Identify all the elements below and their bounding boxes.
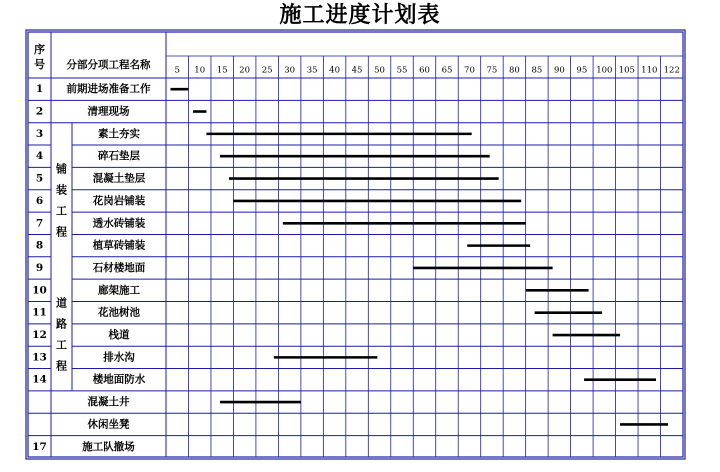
task-name: 混凝土垫层 <box>92 172 146 185</box>
tick-label-50: 50 <box>374 65 385 76</box>
row-seq-number: 1 <box>35 83 44 96</box>
header-name-label: 分部分项工程名称 <box>66 59 151 71</box>
row-seq-number: 17 <box>32 440 47 453</box>
tick-label-80: 80 <box>508 65 520 76</box>
tick-label-105: 105 <box>618 65 635 76</box>
task-name: 施工队撤场 <box>82 440 135 453</box>
task-name: 栈道 <box>108 329 130 342</box>
row-seq-number: 7 <box>35 217 44 230</box>
tick-label-122: 122 <box>663 65 680 76</box>
tick-label-20: 20 <box>239 65 251 76</box>
task-name: 廊架施工 <box>98 284 140 297</box>
row-seq-number: 9 <box>35 261 44 274</box>
row-seq-number: 13 <box>32 351 47 364</box>
group-label-铺装工程: 铺 <box>56 162 67 176</box>
tick-label-15: 15 <box>216 65 228 76</box>
tick-label-90: 90 <box>553 65 565 76</box>
tick-label-75: 75 <box>486 65 498 76</box>
row-seq-number: 12 <box>32 329 47 342</box>
task-name: 花池树池 <box>98 306 140 319</box>
group-label-铺装工程: 程 <box>56 225 67 239</box>
tick-label-55: 55 <box>396 65 408 76</box>
row-seq-number: 3 <box>35 127 44 140</box>
task-name: 休闲坐凳 <box>87 418 130 431</box>
row-seq-number: 6 <box>35 194 44 207</box>
row-seq-number: 8 <box>35 239 44 252</box>
row-seq-number: 11 <box>32 306 47 319</box>
tick-label-45: 45 <box>351 65 363 76</box>
page-title: 施工进度计划表 <box>279 2 441 28</box>
task-name: 植草砖铺装 <box>92 239 146 252</box>
group-label-道路工程: 工 <box>56 338 67 352</box>
tick-label-25: 25 <box>261 65 273 76</box>
tick-label-60: 60 <box>419 65 430 76</box>
row-seq-number: 14 <box>32 373 47 386</box>
task-name: 前期进场准备工作 <box>66 83 151 96</box>
task-name: 清理现场 <box>87 105 130 118</box>
task-name: 素土夯实 <box>98 127 140 140</box>
task-name: 混凝土井 <box>87 396 130 409</box>
task-name: 透水砖铺装 <box>92 217 146 230</box>
tick-label-65: 65 <box>441 65 453 76</box>
row-seq-number: 2 <box>35 105 44 118</box>
task-name: 花岗岩铺装 <box>92 194 146 207</box>
tick-label-100: 100 <box>596 65 613 76</box>
tick-label-35: 35 <box>306 65 318 76</box>
tick-label-70: 70 <box>464 65 475 76</box>
task-name: 石材楼地面 <box>92 261 146 274</box>
group-label-道路工程: 路 <box>56 317 67 331</box>
group-label-铺装工程: 工 <box>56 204 67 218</box>
row-seq-number: 5 <box>35 172 44 185</box>
tick-label-40: 40 <box>329 65 341 76</box>
header-seq-label: 序 <box>34 43 45 56</box>
row-seq-number: 10 <box>32 284 47 297</box>
header-seq-label: 号 <box>34 58 45 71</box>
tick-label-95: 95 <box>576 65 588 76</box>
task-name: 楼地面防水 <box>92 373 146 386</box>
task-name: 碎石垫层 <box>98 150 140 163</box>
tick-label-110: 110 <box>641 65 658 76</box>
task-name: 排水沟 <box>103 351 135 364</box>
tick-label-10: 10 <box>194 65 206 76</box>
tick-label-30: 30 <box>284 65 296 76</box>
row-seq-number: 4 <box>35 150 44 163</box>
group-label-铺装工程: 装 <box>56 183 67 197</box>
tick-label-85: 85 <box>531 65 543 76</box>
group-label-道路工程: 道 <box>56 296 67 310</box>
tick-label-5: 5 <box>174 65 180 76</box>
group-label-道路工程: 程 <box>56 359 67 373</box>
